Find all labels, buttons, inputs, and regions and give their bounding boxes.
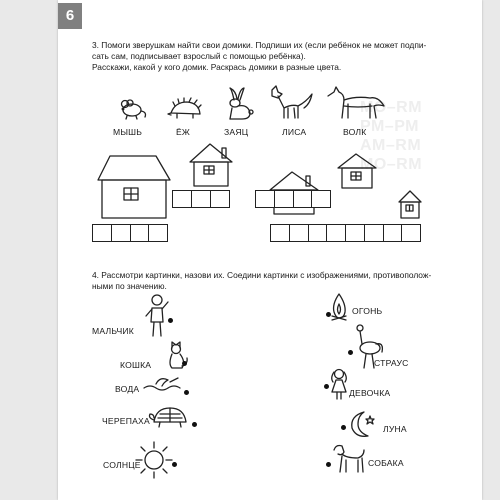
house-tiny-right-icon — [398, 190, 422, 220]
letter-cell[interactable] — [210, 190, 230, 208]
label-fire: ОГОНЬ — [352, 306, 383, 316]
label-moon: ЛУНА — [383, 424, 407, 434]
animal-label-wolf: ВОЛК — [343, 127, 367, 137]
letter-cell[interactable] — [130, 224, 150, 242]
page-number: 6 — [58, 3, 82, 29]
wolf-icon — [326, 84, 386, 122]
letter-cell[interactable] — [270, 224, 290, 242]
ghost-syllable: AM–RM — [360, 137, 422, 154]
match-dot-sun[interactable] — [172, 462, 177, 467]
letter-cell[interactable] — [255, 190, 275, 208]
label-sun: СОЛНЦЕ — [103, 460, 141, 470]
ghost-syllable: MO–RM — [360, 156, 423, 173]
turtle-icon — [148, 404, 194, 430]
house-small-right-icon — [336, 152, 378, 190]
house-fourth-answer[interactable] — [255, 190, 330, 208]
letter-cell[interactable] — [111, 224, 131, 242]
task3-instruction-line1: 3. Помоги зверушкам найти свои домики. Подпиши их (если ребёнок не может подпи- — [92, 40, 427, 50]
task4-instruction-line2: ными по значению. — [92, 281, 167, 291]
label-cat: КОШКА — [120, 360, 152, 370]
match-dot-turtle[interactable] — [192, 422, 197, 427]
letter-cell[interactable] — [172, 190, 192, 208]
letter-cell[interactable] — [191, 190, 211, 208]
match-dot-girl[interactable] — [324, 384, 329, 389]
task4-instruction-line1: 4. Рассмотри картинки, назови их. Соедини картинки с изображениями, противополож- — [92, 270, 432, 280]
hedgehog-icon — [167, 96, 203, 120]
match-dot-boy[interactable] — [168, 318, 173, 323]
animal-label-fox: ЛИСА — [282, 127, 307, 137]
boy-icon — [142, 292, 172, 338]
match-dot-dog[interactable] — [326, 462, 331, 467]
water-icon — [142, 374, 186, 394]
fox-icon — [268, 84, 314, 122]
moon-icon — [344, 408, 378, 442]
match-dot-moon[interactable] — [341, 425, 346, 430]
house-big-left-answer[interactable] — [92, 224, 167, 242]
house-big-left-icon — [92, 154, 174, 220]
letter-cell[interactable] — [293, 190, 313, 208]
mouse-icon — [115, 96, 149, 120]
animal-label-hedgehog: ЁЖ — [176, 127, 191, 137]
ghost-syllable: РМ–РМ — [360, 118, 419, 135]
animal-label-hare: ЗАЯЦ — [224, 127, 249, 137]
match-dot-ostrich[interactable] — [348, 350, 353, 355]
animal-label-mouse: МЫШЬ — [113, 127, 143, 137]
house-small-middle-answer[interactable] — [172, 190, 228, 208]
task3-instruction-line3: Расскажи, какой у кого домик. Раскрась домики в разные цвета. — [92, 62, 342, 72]
task3-instruction-line2: сать сам, подписывает взрослый с помощью ребёнка). — [92, 51, 306, 61]
sun-icon — [134, 440, 174, 480]
dog-icon — [330, 442, 366, 476]
letter-cell[interactable] — [326, 224, 346, 242]
label-turtle: ЧЕРЕПАХА — [102, 416, 150, 426]
match-dot-water[interactable] — [184, 390, 189, 395]
letter-cell[interactable] — [274, 190, 294, 208]
letter-cell[interactable] — [308, 224, 328, 242]
letter-cell[interactable] — [364, 224, 384, 242]
house-fourth-lower-answer[interactable] — [270, 224, 345, 242]
label-ostrich: СТРАУС — [374, 358, 409, 368]
house-small-right-answer[interactable] — [345, 224, 420, 242]
letter-cell[interactable] — [401, 224, 421, 242]
letter-cell[interactable] — [345, 224, 365, 242]
hare-icon — [220, 86, 256, 122]
fire-icon — [328, 292, 350, 322]
letter-cell[interactable] — [148, 224, 168, 242]
letter-cell[interactable] — [311, 190, 331, 208]
letter-cell[interactable] — [92, 224, 112, 242]
label-boy: МАЛЬЧИК — [92, 326, 134, 336]
letter-cell[interactable] — [383, 224, 403, 242]
label-water: ВОДА — [115, 384, 140, 394]
label-girl: ДЕВОЧКА — [349, 388, 391, 398]
girl-icon — [328, 368, 350, 400]
match-dot-fire[interactable] — [326, 312, 331, 317]
house-small-middle-icon — [188, 142, 234, 188]
ghost-syllable: MO–RM — [360, 99, 423, 116]
label-dog: СОБАКА — [368, 458, 404, 468]
match-dot-cat[interactable] — [182, 361, 187, 366]
letter-cell[interactable] — [289, 224, 309, 242]
cat-icon — [166, 340, 190, 370]
